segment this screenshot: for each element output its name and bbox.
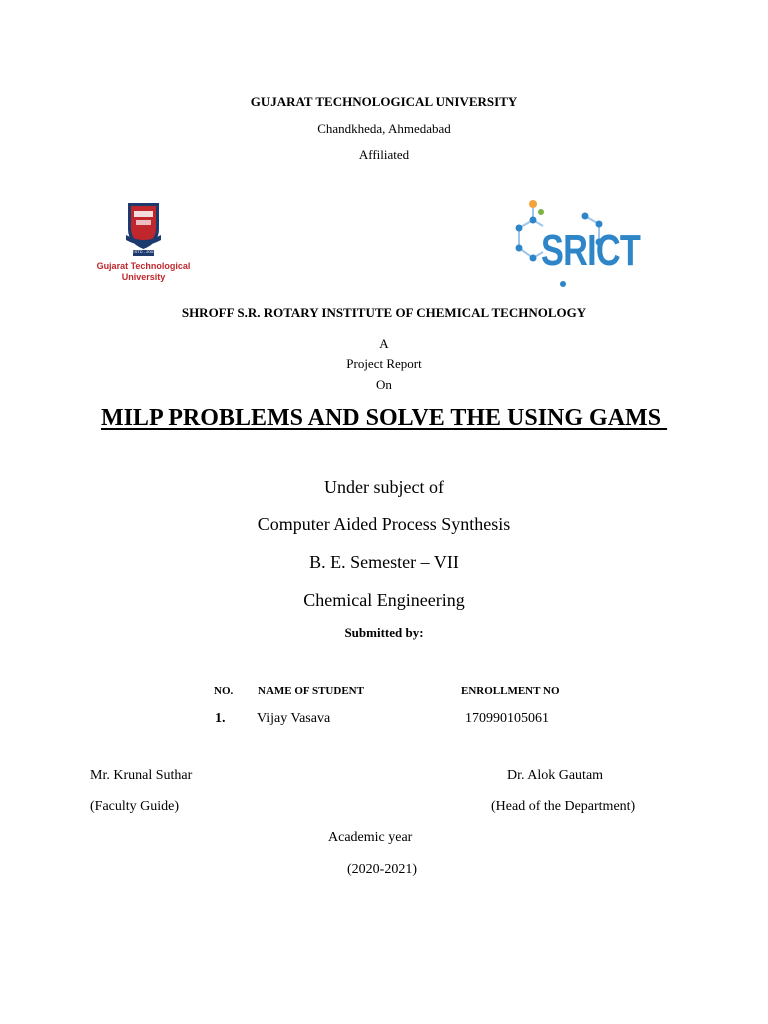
hod-role: (Head of the Department) <box>491 799 636 814</box>
subject-name: Computer Aided Process Synthesis <box>257 514 511 534</box>
student-no: 1. <box>215 711 226 726</box>
institute-name: SHROFF S.R. ROTARY INSTITUTE OF CHEMICAL TECHNOLOGY <box>181 305 587 320</box>
report-line-project: Project Report <box>346 356 422 371</box>
report-title: MILP PROBLEMS AND SOLVE THE USING GAMS <box>100 405 668 431</box>
table-header-no: NO. <box>214 685 234 697</box>
table-header-enrollment: ENROLLMENT NO <box>461 685 560 697</box>
subject-under: Under subject of <box>324 477 444 497</box>
table-header-name: NAME OF STUDENT <box>258 685 364 697</box>
academic-year-value: (2020-2021) <box>347 862 417 877</box>
faculty-guide-name: Mr. Krunal Suthar <box>90 768 193 783</box>
student-enrollment: 170990105061 <box>465 711 549 726</box>
hod-name: Dr. Alok Gautam <box>507 768 604 783</box>
academic-year-label: Academic year <box>328 830 413 845</box>
student-name: Vijay Vasava <box>257 711 331 726</box>
report-line-on: On <box>376 377 392 392</box>
gtu-estd: ESTD - 2007 <box>131 249 156 254</box>
semester: B. E. Semester – VII <box>309 552 459 572</box>
university-location: Chandkheda, Ahmedabad <box>317 121 451 136</box>
gtu-logo-text-line2: University <box>121 272 166 282</box>
university-name: GUJARAT TECHNOLOGICAL UNIVERSITY <box>250 94 518 109</box>
srict-logo <box>503 198 641 292</box>
gtu-logo-text-line1: Gujarat Technological <box>96 261 191 271</box>
faculty-guide-role: (Faculty Guide) <box>90 799 180 814</box>
submitted-by-label: Submitted by: <box>344 625 424 640</box>
affiliated-label: Affiliated <box>358 147 410 162</box>
gtu-logo <box>90 199 197 291</box>
report-line-a: A <box>379 336 389 351</box>
branch: Chemical Engineering <box>303 590 465 610</box>
srict-logo-text: SRICT <box>541 226 641 275</box>
